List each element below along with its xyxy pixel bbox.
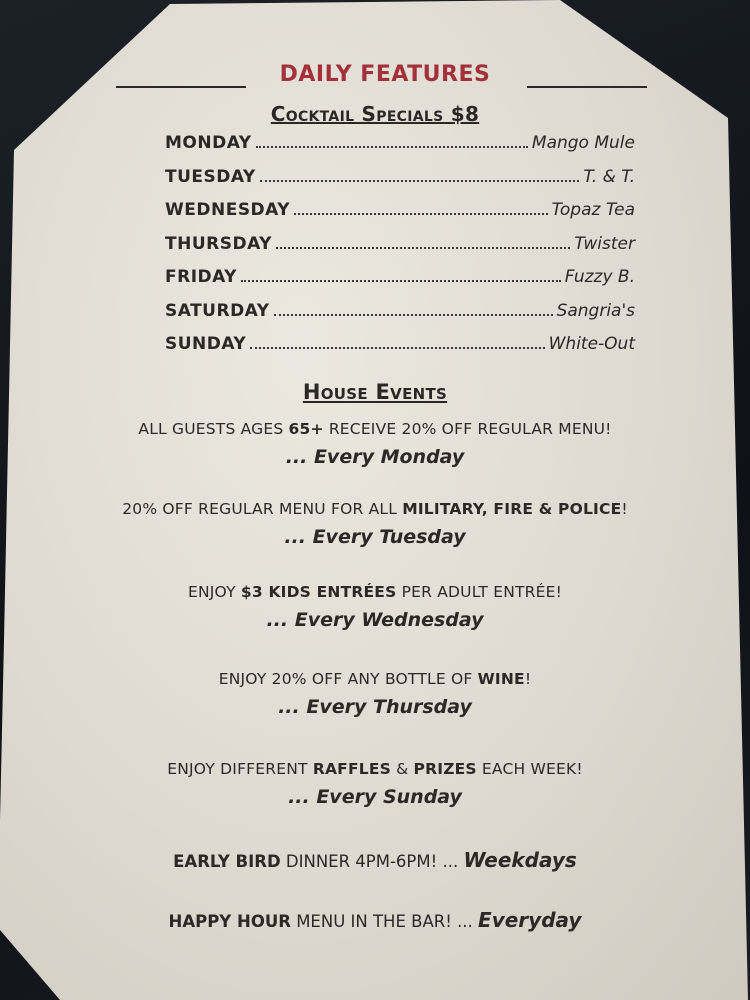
special-row: [165, 200, 635, 234]
event-text: [0, 670, 750, 688]
event-text-part: PER ADULT ENTRÉE!: [396, 583, 563, 601]
event-text-part: ALL GUESTS AGES: [138, 420, 289, 438]
event-block: [0, 500, 750, 548]
event-when: ... Every Thursday: [278, 696, 472, 718]
event-text-part: RECEIVE 20% OFF REGULAR MENU!: [323, 420, 612, 438]
leader-dots: [256, 146, 528, 148]
early-bird-when: Weekdays: [463, 848, 577, 872]
event-block: [0, 583, 750, 631]
special-row: [165, 167, 635, 201]
leader-dots: [274, 314, 553, 316]
happy-hour-line: [0, 908, 750, 932]
special-day: SATURDAY: [165, 300, 270, 321]
event-text-part: !: [621, 500, 628, 518]
event-when: ... Every Wednesday: [266, 609, 484, 631]
title-rule-left: [116, 86, 246, 88]
event-text-bold: MILITARY, FIRE & POLICE: [402, 500, 622, 518]
event-block: [0, 760, 750, 808]
event-text-part: !: [524, 670, 532, 688]
cocktail-specials-heading: Cocktail Specials $8: [270, 102, 480, 126]
event-text-bold: PRIZES: [413, 760, 477, 778]
happy-hour-bold: HAPPY HOUR: [168, 912, 291, 931]
special-row: [165, 267, 635, 301]
special-drink: Sangria's: [556, 300, 635, 321]
special-drink: Topaz Tea: [551, 200, 635, 220]
leader-dots: [260, 180, 580, 182]
special-row: [165, 334, 635, 368]
special-row: [165, 133, 635, 167]
specials-list: [165, 133, 635, 368]
special-drink: Fuzzy B.: [564, 267, 635, 287]
special-day: WEDNESDAY: [165, 200, 291, 220]
event-text-part: EACH WEEK!: [476, 760, 583, 778]
special-drink: Mango Mule: [531, 133, 635, 153]
happy-hour-text: MENU IN THE BAR! ...: [290, 912, 479, 931]
happy-hour-when: Everyday: [478, 908, 582, 932]
event-text: [0, 500, 750, 518]
leader-dots: [276, 247, 570, 249]
leader-dots: [294, 213, 548, 215]
event-block: [0, 670, 750, 718]
event-text-part: ENJOY: [187, 583, 241, 601]
event-text-bold: RAFFLES: [312, 760, 391, 778]
special-row: [165, 301, 635, 335]
event-text-bold: 65+: [288, 420, 324, 438]
special-day: SUNDAY: [165, 334, 247, 354]
special-drink: Twister: [574, 233, 635, 254]
special-row: [165, 234, 635, 268]
page-title: DAILY FEATURES: [279, 62, 491, 87]
event-text: [0, 420, 750, 438]
early-bird-text: DINNER 4PM-6PM! ...: [280, 852, 464, 871]
event-text: [0, 583, 750, 601]
early-bird-bold: EARLY BIRD: [173, 852, 281, 871]
event-text-bold: WINE: [477, 670, 525, 688]
special-day: MONDAY: [165, 133, 252, 153]
event-text-part: &: [390, 760, 414, 778]
event-when: ... Every Tuesday: [284, 526, 466, 548]
event-when: ... Every Sunday: [288, 786, 462, 808]
leader-dots: [250, 347, 544, 349]
event-text: [0, 760, 750, 778]
title-rule-right: [527, 86, 647, 88]
house-events-heading: House Events: [302, 380, 448, 404]
event-text-part: 20% OFF REGULAR MENU FOR ALL: [122, 500, 403, 518]
event-text-bold: $3 KIDS ENTRÉES: [240, 583, 397, 601]
special-drink: White-Out: [548, 334, 635, 354]
event-text-part: ENJOY 20% OFF ANY BOTTLE OF: [218, 670, 478, 688]
special-drink: T. & T.: [583, 166, 635, 187]
special-day: TUESDAY: [165, 166, 256, 187]
event-block: [0, 420, 750, 468]
leader-dots: [241, 280, 561, 282]
event-text-part: ENJOY DIFFERENT: [167, 760, 313, 778]
event-when: ... Every Monday: [285, 446, 465, 468]
special-day: FRIDAY: [165, 267, 237, 287]
title-row: [0, 62, 750, 92]
special-day: THURSDAY: [165, 233, 272, 254]
early-bird-line: [0, 848, 750, 872]
